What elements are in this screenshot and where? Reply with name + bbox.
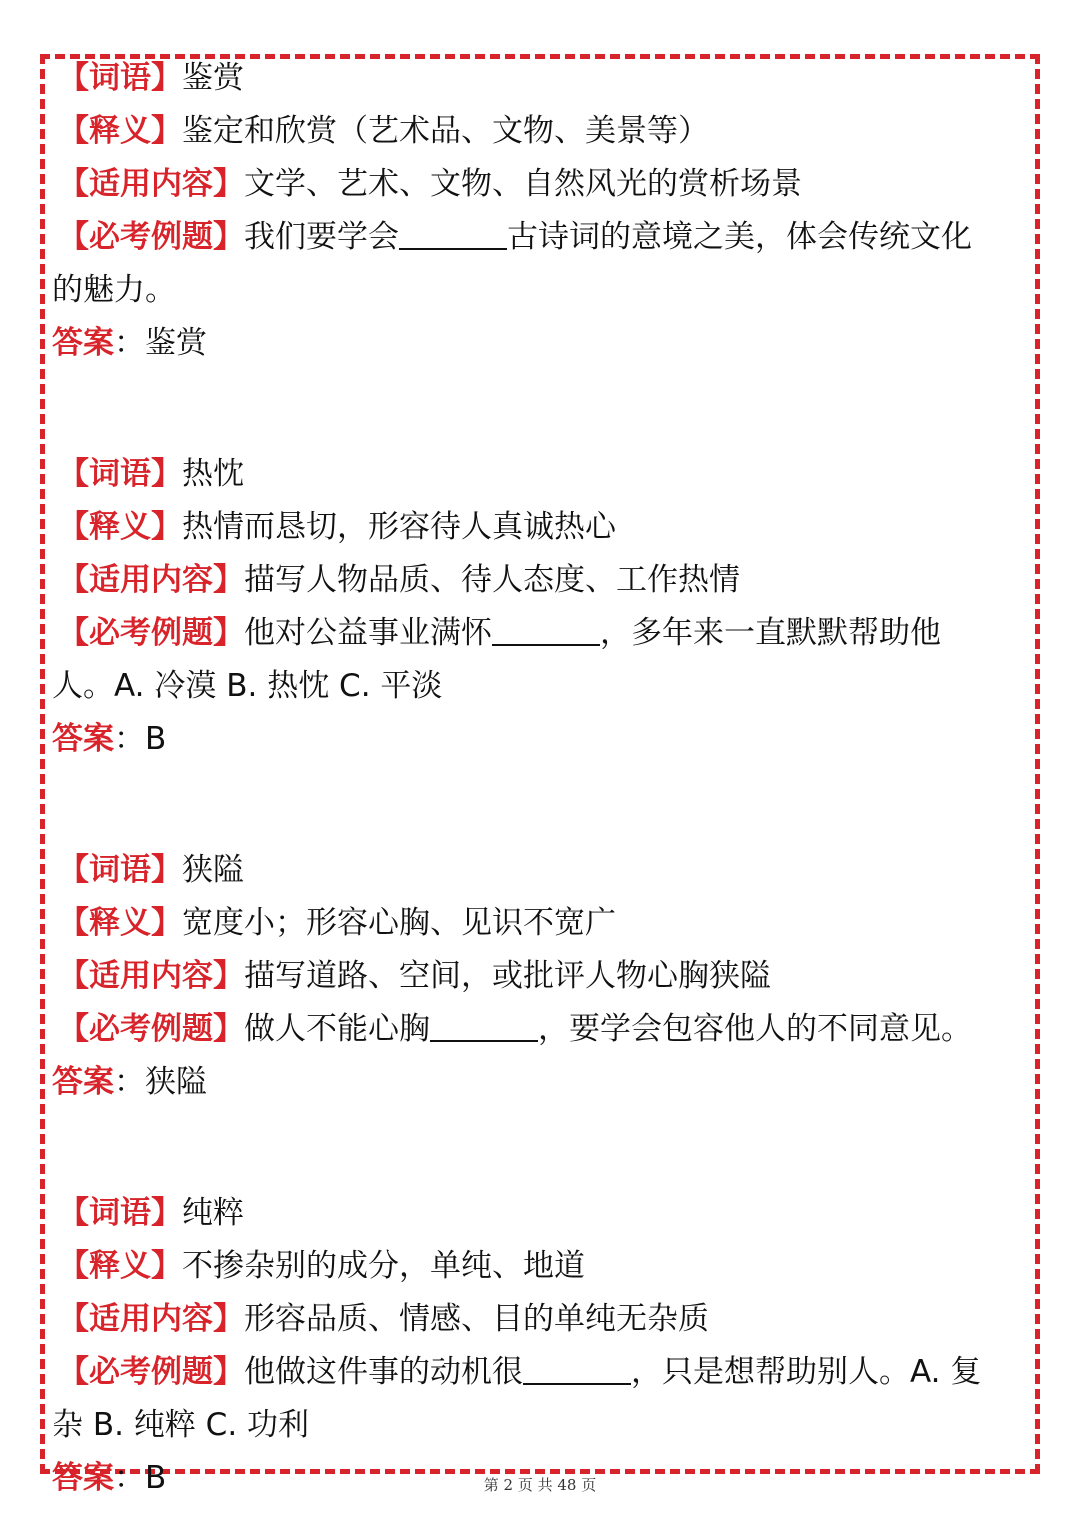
example-line: [52, 1003, 1022, 1056]
vocab-entry: [52, 448, 1022, 766]
word-line: [52, 1187, 1022, 1240]
usage-label: 【适用内容】: [58, 1301, 244, 1337]
answer-value: B: [145, 1460, 167, 1496]
meaning-line: [52, 897, 1022, 950]
page-content: [52, 52, 1022, 1505]
example-before: 做人不能心胸: [244, 1011, 430, 1047]
usage-value: 描写人物品质、待人态度、工作热情: [244, 562, 740, 598]
word-label: 【词语】: [58, 852, 182, 888]
example-cont: 的魅力。: [52, 272, 176, 308]
vocab-entry: [52, 1187, 1022, 1505]
answer-label: 答案: [52, 721, 114, 757]
answer-sep: ：: [114, 1460, 145, 1496]
example-before: 他做这件事的动机很: [244, 1354, 523, 1390]
meaning-value: 宽度小；形容心胸、见识不宽广: [182, 905, 616, 941]
example-cont: 人。A. 冷漠 B. 热忱 C. 平淡: [52, 668, 443, 704]
word-label: 【词语】: [58, 456, 182, 492]
word-label: 【词语】: [58, 60, 182, 96]
answer-line: [52, 713, 1022, 766]
example-continuation: [52, 1399, 1022, 1452]
answer-label: 答案: [52, 1064, 114, 1100]
example-label: 【必考例题】: [58, 1354, 244, 1390]
meaning-value: 鉴定和欣赏（艺术品、文物、美景等）: [182, 113, 709, 149]
example-continuation: [52, 660, 1022, 713]
vocab-entry: [52, 844, 1022, 1109]
meaning-value: 不掺杂别的成分，单纯、地道: [182, 1248, 585, 1284]
example-after: 古诗词的意境之美，体会传统文化: [507, 219, 972, 255]
example-continuation: [52, 264, 1022, 317]
fill-blank: [523, 1353, 631, 1385]
example-after: ，多年来一直默默帮助他: [600, 615, 941, 651]
entry-gap: [52, 766, 1022, 844]
usage-label: 【适用内容】: [58, 958, 244, 994]
word-value: 狭隘: [182, 852, 244, 888]
example-line: [52, 211, 1022, 264]
meaning-label: 【释义】: [58, 113, 182, 149]
meaning-value: 热情而恳切，形容待人真诚热心: [182, 509, 616, 545]
usage-value: 形容品质、情感、目的单纯无杂质: [244, 1301, 709, 1337]
answer-line: [52, 1056, 1022, 1109]
usage-line: [52, 554, 1022, 607]
answer-line: [52, 317, 1022, 370]
example-label: 【必考例题】: [58, 1011, 244, 1047]
word-value: 纯粹: [182, 1195, 244, 1231]
example-before: 他对公益事业满怀: [244, 615, 492, 651]
meaning-line: [52, 501, 1022, 554]
answer-sep: ：: [114, 1064, 145, 1100]
word-value: 鉴赏: [182, 60, 244, 96]
word-line: [52, 448, 1022, 501]
usage-label: 【适用内容】: [58, 562, 244, 598]
usage-label: 【适用内容】: [58, 166, 244, 202]
word-label: 【词语】: [58, 1195, 182, 1231]
fill-blank: [492, 614, 600, 646]
meaning-line: [52, 105, 1022, 158]
fill-blank: [399, 218, 507, 250]
word-value: 热忱: [182, 456, 244, 492]
example-after: ，要学会包容他人的不同意见。: [538, 1011, 972, 1047]
usage-line: [52, 1293, 1022, 1346]
example-line: [52, 1346, 1022, 1399]
answer-value: B: [145, 721, 167, 757]
answer-label: 答案: [52, 1460, 114, 1496]
example-label: 【必考例题】: [58, 615, 244, 651]
example-label: 【必考例题】: [58, 219, 244, 255]
word-line: [52, 844, 1022, 897]
answer-label: 答案: [52, 325, 114, 361]
word-line: [52, 52, 1022, 105]
meaning-label: 【释义】: [58, 905, 182, 941]
vocab-entry: [52, 52, 1022, 370]
example-before: 我们要学会: [244, 219, 399, 255]
fill-blank: [430, 1010, 538, 1042]
usage-value: 文学、艺术、文物、自然风光的赏析场景: [244, 166, 802, 202]
answer-value: 鉴赏: [145, 325, 207, 361]
answer-sep: ：: [114, 325, 145, 361]
meaning-label: 【释义】: [58, 1248, 182, 1284]
entry-gap: [52, 370, 1022, 448]
answer-sep: ：: [114, 721, 145, 757]
example-cont: 杂 B. 纯粹 C. 功利: [52, 1407, 310, 1443]
answer-value: 狭隘: [145, 1064, 207, 1100]
meaning-label: 【释义】: [58, 509, 182, 545]
page-footer: 第 2 页 共 48 页: [483, 1476, 597, 1494]
usage-line: [52, 158, 1022, 211]
usage-line: [52, 950, 1022, 1003]
example-after: ，只是想帮助别人。A. 复: [631, 1354, 982, 1390]
meaning-line: [52, 1240, 1022, 1293]
example-line: [52, 607, 1022, 660]
usage-value: 描写道路、空间，或批评人物心胸狭隘: [244, 958, 771, 994]
entry-gap: [52, 1109, 1022, 1187]
